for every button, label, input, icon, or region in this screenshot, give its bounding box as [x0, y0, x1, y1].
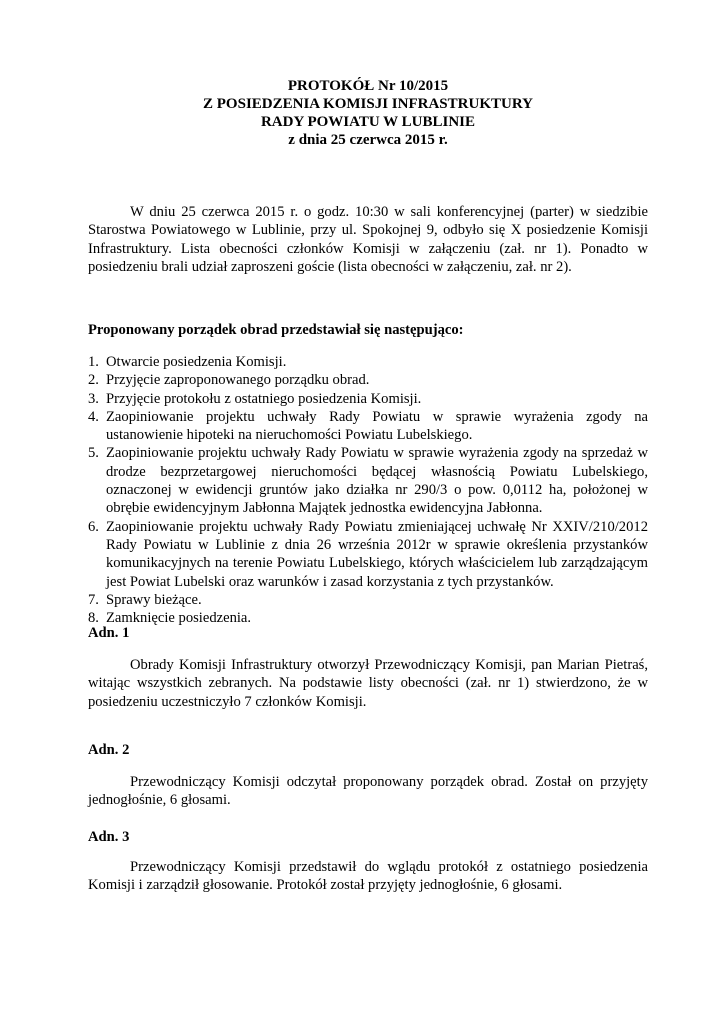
agenda-item-number: 8. — [88, 610, 99, 627]
agenda-item-number: 4. — [88, 408, 99, 425]
agenda-item-text: Otwarcie posiedzenia Komisji. — [106, 354, 287, 370]
agenda-item — [88, 408, 648, 445]
agenda-item — [88, 518, 648, 591]
agenda-item-text: Zaopiniowanie projektu uchwały Rady Powiatu zmieniającej uchwałę Nr XXIV/210/2012 Rady Powiatu w Lublinie z dnia 26 września 2012r w sprawie określenia przystanków komunikacyjnych na terenie Powiatu Lubelskiego, których właścicielem lub zarządzającym jest Powiat Lubelski oraz warunków i zasad korzystania z tych przystanków. — [106, 518, 648, 590]
agenda-item — [88, 353, 648, 371]
agenda-item-text: Sprawy bieżące. — [106, 591, 202, 608]
agenda-item — [88, 390, 648, 408]
section-heading-adn-3: Adn. 3 — [88, 829, 130, 845]
agenda-item-text: Przyjęcie zaproponowanego porządku obrad. — [106, 372, 370, 389]
section-paragraph-adn-3: Przewodniczący Komisji przedstawił do wglądu protokół z ostatniego posiedzenia Komisji i zarządził głosowanie. Protokół został przyjęty jednogłośnie, 6 głosami. — [88, 859, 648, 894]
agenda-item — [88, 591, 648, 609]
agenda-item-number: 6. — [88, 518, 99, 535]
intro-paragraph: W dniu 25 czerwca 2015 r. o godz. 10:30 w sali konferencyjnej (parter) w siedzibie Starostwa Powiatowego w Lublinie, przy ul. Spokojnej 9, odbyło się X posiedzenie Komisji Infrastruktury. Lista obecności członków Komisji w załączeniu (zał. nr 1). Ponadto w posiedzeniu brali udział zaproszeni goście (lista obecności w załączeniu, zał. nr 2). — [88, 204, 648, 275]
agenda-item-number: 3. — [88, 390, 99, 407]
agenda-item-text: Zaopiniowanie projektu uchwały Rady Powiatu w sprawie wyrażenia zgody na sprzedaż w drodze bezprzetargowej nieruchomości będącej własnością Powiatu Lubelskiego, oznaczonej w ewidencji gruntów jako działka nr 290/3 o pow. 0,0112 ha, położonej w obrębie ewidencyjnym Jabłonna Majątek jednostka ewidencyjna Jabłonna. — [106, 445, 648, 517]
agenda-item-number: 7. — [88, 591, 99, 608]
section-heading-adn-2: Adn. 2 — [88, 742, 130, 758]
agenda-item — [88, 444, 648, 517]
agenda-item — [88, 371, 648, 389]
agenda-item — [88, 609, 648, 627]
agenda-list — [88, 353, 648, 627]
title-line-1: PROTOKÓŁ Nr 10/2015 — [287, 78, 449, 94]
agenda-heading: Proponowany porządek obrad przedstawiał się następująco: — [88, 322, 464, 338]
agenda-item-number: 5. — [88, 445, 99, 462]
agenda-item-text: Zaopiniowanie projektu uchwały Rady Powiatu w sprawie wyrażenia zgody na ustanowienie hipoteki na nieruchomości Powiatu Lubelskiego. — [106, 408, 648, 444]
section-heading-adn-1: Adn. 1 — [88, 625, 130, 641]
document-title — [88, 77, 648, 149]
agenda-item-text: Przyjęcie protokołu z ostatniego posiedzenia Komisji. — [106, 390, 422, 407]
section-paragraph-adn-1: Obrady Komisji Infrastruktury otworzył Przewodniczący Komisji, pan Marian Pietraś, witając wszystkich zebranych. Na podstawie listy obecności (zał. nr 1) stwierdzono, że w posiedzeniu uczestniczyło 7 członków Komisji. — [88, 657, 648, 710]
title-line-4: z dnia 25 czerwca 2015 r. — [288, 132, 448, 148]
section-paragraph-adn-2: Przewodniczący Komisji odczytał proponowany porządek obrad. Został on przyjęty jednogłośnie, 6 głosami. — [88, 774, 648, 809]
title-line-2: Z POSIEDZENIA KOMISJI INFRASTRUKTURY — [203, 96, 533, 112]
agenda-item-number: 2. — [88, 372, 99, 389]
agenda-item-text: Zamknięcie posiedzenia. — [106, 610, 252, 627]
title-line-3: RADY POWIATU W LUBLINIE — [260, 114, 476, 130]
agenda-item-number: 1. — [88, 354, 99, 370]
